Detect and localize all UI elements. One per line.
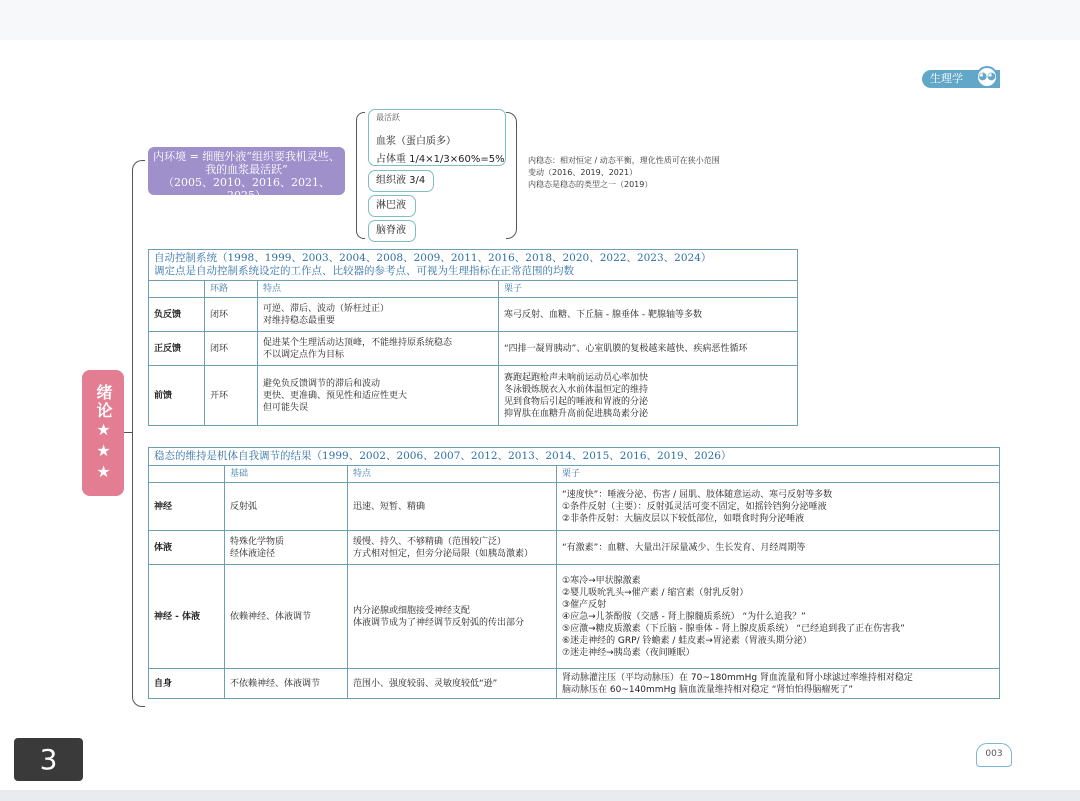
plasma-box [368,109,506,166]
feature-cell: 范围小、强度较弱、灵敏度较低“逊” [348,669,557,699]
feature-cell: 促进某个生理活动达顶峰，不能维持原系统稳态 不以调定点作为目标 [258,332,499,366]
regulation-table [148,447,1000,699]
basis-cell: 不依赖神经、体液调节 [225,669,348,699]
example-cell: 肾动脉灌注压（平均动脉压）在 70~180mmHg 肾血流量和肾小球滤过率维持相对稳定 脑动脉压在 60~140mmHg 脑血流量维持相对稳定 “肾怕怕得脑瘤死了” [557,669,1000,699]
table-row [149,483,1000,531]
control-caption-1: 自动控制系统（1998、1999、2003、2004、2008、2009、2011、2016、2018、2020、2022、2023、2024） [154,252,712,264]
note-line: 内稳态是稳态的类型之一（2019） [528,180,653,189]
example-cell: “四排一凝胃胰动”、心室肌膜的复极越来越快、疾病恶性循环 [499,332,798,366]
plasma-line2: 占体重 1/4×1/3×60%=5% [376,154,505,165]
control-system-table [148,249,798,426]
control-table-caption [149,250,798,281]
internal-environment-box [148,147,345,202]
table-header-row [149,281,798,298]
feature-cell: 迅速、短暂、精确 [348,483,557,531]
internal-env-line3: （2005、2010、2016、2021、2025） [163,176,330,202]
loop-cell: 开环 [205,366,258,426]
header-cell: 环路 [205,281,258,298]
homeostasis-note [528,155,720,191]
header-cell: 栗子 [499,281,798,298]
row-label: 正反馈 [149,332,205,366]
table-row [149,565,1000,669]
panda-icon: ◕◕ [976,66,998,88]
header-cell: 特点 [348,466,557,483]
example-cell: 赛跑起跑枪声未响前运动员心率加快 冬泳锻炼脱衣入水前体温恒定的维持 见到食物后引起的唾液和胃液的分泌 抑胃肽在血糖升高前促进胰岛素分泌 [499,366,798,426]
table-row [149,531,1000,565]
basis-cell: 依赖神经、体液调节 [225,565,348,669]
feature-cell: 缓慢、持久、不够精确（范围较广泛） 方式相对恒定，但旁分泌局限（如胰岛激素） [348,531,557,565]
note-line: 内稳态：相对恒定 / 动态平衡，理化性质可在狭小范围 [528,156,720,165]
row-label: 神经 - 体液 [149,565,225,669]
header-cell [149,466,225,483]
header-cell [149,281,205,298]
chapter-brace-tick [124,432,133,433]
regulation-table-caption: 稳态的维持是机体自我调节的结果（1999、2002、2006、2007、2012、2013、2014、2015、2016、2019、2026） [149,448,1000,466]
row-label: 体液 [149,531,225,565]
note-line: 变动（2016、2019、2021） [528,168,638,177]
table-row [149,669,1000,699]
header-cell: 特点 [258,281,499,298]
row-label: 前馈 [149,366,205,426]
top-band [0,0,1080,40]
table-header-row [149,466,1000,483]
header-cell: 栗子 [557,466,1000,483]
feature-cell: 避免负反馈调节的滞后和波动 更快、更准确、预见性和适应性更大 但可能失误 [258,366,499,426]
row-label: 神经 [149,483,225,531]
example-cell: “速度快”：唾液分泌、伤害 / 屈肌、肢体随意运动、寒弓反射等多数 ①条件反射（主要）：反射弧灵活可变不固定，如摇铃铛狗分泌唾液 ②非条件反射：大脑皮层以下较低部位，如喂食时狗分泌唾液 [557,483,1000,531]
header-cell: 基础 [225,466,348,483]
internal-env-line1: 内环境 = 细胞外液“组织要我机灵些、 [153,150,340,163]
subject-tab-label: 生理学 [930,72,963,85]
page-number: 003 [976,743,1012,767]
fluid-brace-right [506,112,517,239]
example-cell: “有激素”：血糖、大量出汗尿量减少、生长发育、月经周期等 [557,531,1000,565]
basis-cell: 特殊化学物质 经体液途径 [225,531,348,565]
chapter-brace [132,160,145,707]
plasma-line1: 血浆（蛋白质多） [376,136,456,147]
control-caption-2: 调定点是自动控制系统设定的工作点、比较器的参考点、可视为生理指标在正常范围的均数 [154,265,574,277]
basis-cell: 反射弧 [225,483,348,531]
csf-box: 脑脊液 [368,220,416,242]
feature-cell: 可逆、滞后、波动（矫枉过正） 对维持稳态最重要 [258,298,499,332]
loop-cell: 闭环 [205,332,258,366]
lymph-box: 淋巴液 [368,195,416,217]
row-label: 自身 [149,669,225,699]
plasma-tag: 最活跃 [376,113,400,122]
table-row [149,298,798,332]
example-cell: 寒弓反射、血糖、下丘脑 - 腺垂体 - 靶腺轴等多数 [499,298,798,332]
table-row [149,366,798,426]
interstitial-fluid-box: 组织液 3/4 [368,170,434,192]
example-cell: ①寒冷→甲状腺激素 ②婴儿吸吮乳头→催产素 / 缩宫素（射乳反射） ③催产反射 ④应急→儿茶酚胺（交感 - 肾上腺髓质系统） “为什么追我？” ⑤应激→糖皮质激素（下丘脑 - 腺垂体 - 肾上腺皮质系统） “已经追到我了正在伤害我” ⑥迷走神经的 GRP/ 铃蟾素 / 蛙皮素→胃泌素（胃液头期分泌） ⑦迷走神经→胰岛素（夜间睡眠） [557,565,1000,669]
photo-index-badge: 3 [14,738,83,781]
feature-cell: 内分泌腺或细胞接受神经支配 体液调节成为了神经调节反射弧的传出部分 [348,565,557,669]
chapter-label: 绪论★★★（1题） [82,370,124,496]
loop-cell: 闭环 [205,298,258,332]
row-label: 负反馈 [149,298,205,332]
table-row [149,332,798,366]
internal-env-line2: 我的血浆最活跃” [205,163,288,176]
bottom-band [0,790,1080,801]
subject-tab [922,70,1000,88]
fluid-brace-left [356,112,365,239]
